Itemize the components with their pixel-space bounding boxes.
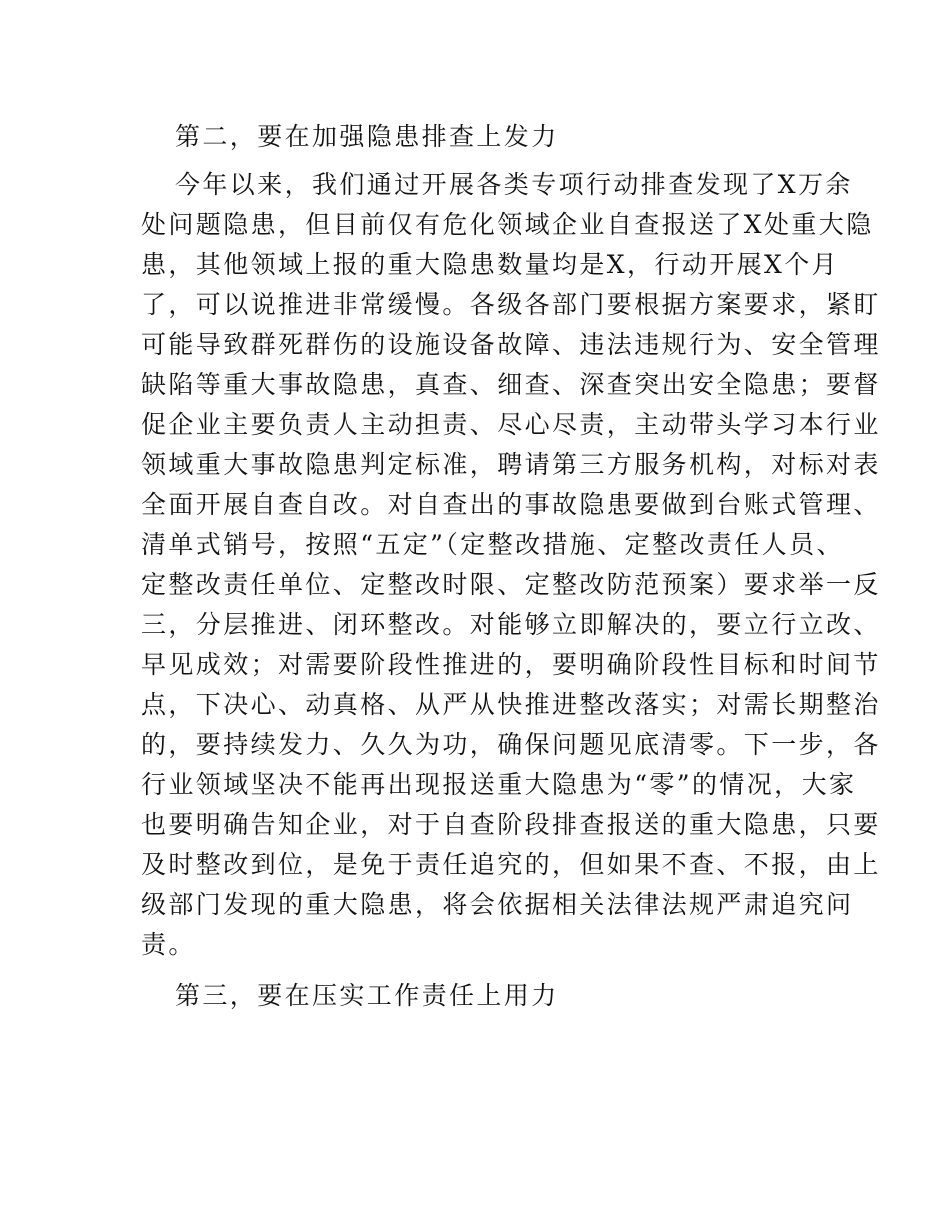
paragraph-line: 定整改责任单位、定整改时限、定整改防范预案）要求举一反 [141,570,881,599]
paragraph-line: 患，其他领域上报的重大隐患数量均是X，行动开展X个月 [141,250,839,279]
paragraph-line: 级部门发现的重大隐患，将会依据相关法律法规严肃追究问 [141,890,854,919]
paragraph-line: 今年以来，我们通过开展各类专项行动排查发现了X万余 [175,170,853,199]
paragraph-line: 处问题隐患，但目前仅有危化领域企业自查报送了X处重大隐 [141,210,874,239]
section-heading-2: 第二，要在加强隐患排查上发力 [175,122,559,151]
paragraph-line: 责。 [141,930,196,959]
paragraph-line: 清单式销号，按照“五定”（定整改措施、定整改责任人员、 [141,530,844,559]
paragraph-line: 全面开展自查自改。对自查出的事故隐患要做到台账式管理、 [141,490,881,519]
paragraph-line: 缺陷等重大事故隐患，真查、细查、深查突出安全隐患；要督 [141,370,881,399]
paragraph-line: 及时整改到位，是免于责任追究的，但如果不查、不报，由上 [141,850,881,879]
paragraph-line: 了，可以说推进非常缓慢。各级各部门要根据方案要求，紧盯 [141,290,881,319]
paragraph-line: 也要明确告知企业，对于自查阶段排查报送的重大隐患，只要 [141,810,881,839]
section-2-paragraph [141,165,881,965]
paragraph-line: 点，下决心、动真格、从严从快推进整改落实；对需长期整治 [141,690,881,719]
section-heading-3: 第三，要在压实工作责任上用力 [175,981,559,1010]
paragraph-line: 行业领域坚决不能再出现报送重大隐患为“零”的情况，大家 [141,770,857,799]
paragraph-line: 促企业主要负责人主动担责、尽心尽责，主动带头学习本行业 [141,410,881,439]
paragraph-line: 可能导致群死群伤的设施设备故障、违法违规行为、安全管理 [141,330,881,359]
paragraph-line: 三，分层推进、闭环整改。对能够立即解决的，要立行立改、 [141,610,881,639]
document-body [141,117,881,1016]
paragraph-line: 的，要持续发力、久久为功，确保问题见底清零。下一步，各 [141,730,881,759]
paragraph-line: 领域重大事故隐患判定标准，聘请第三方服务机构，对标对表 [141,450,881,479]
paragraph-line: 早见成效；对需要阶段性推进的，要明确阶段性目标和时间节 [141,650,881,679]
